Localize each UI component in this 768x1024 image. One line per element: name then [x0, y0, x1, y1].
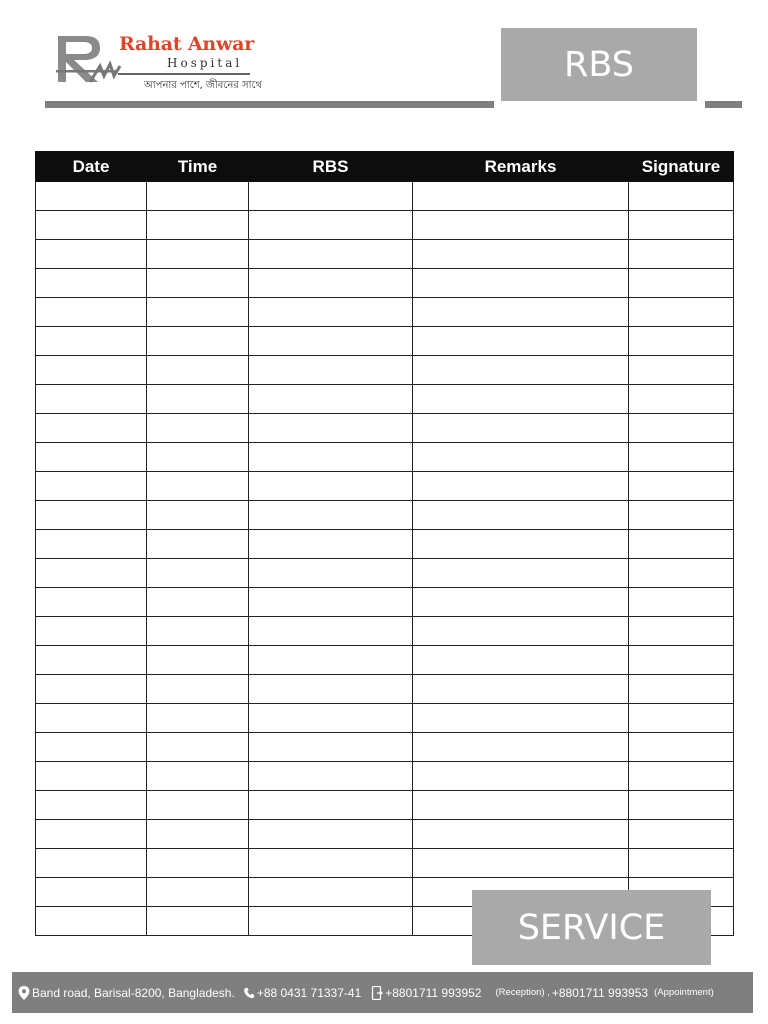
cell-signature[interactable]: [629, 646, 734, 675]
cell-date[interactable]: [36, 559, 147, 588]
table-row: [36, 559, 734, 588]
cell-remarks[interactable]: [413, 530, 629, 559]
footer-contact-bar: [12, 972, 753, 1013]
cell-remarks[interactable]: [413, 182, 629, 211]
table-row: [36, 646, 734, 675]
cell-date[interactable]: [36, 849, 147, 878]
cell-time[interactable]: [147, 443, 249, 472]
cell-time[interactable]: [147, 501, 249, 530]
table-row: [36, 269, 734, 298]
table-row: [36, 733, 734, 762]
cell-rbs[interactable]: [249, 211, 413, 240]
cell-rbs[interactable]: [249, 298, 413, 327]
cell-remarks[interactable]: [413, 820, 629, 849]
service-label: SERVICE: [517, 907, 666, 948]
table-row: [36, 704, 734, 733]
table-row: [36, 211, 734, 240]
footer-reception-label: (Reception) ,: [495, 987, 550, 998]
cell-signature[interactable]: [629, 443, 734, 472]
cell-remarks[interactable]: [413, 762, 629, 791]
cell-date[interactable]: [36, 646, 147, 675]
table-header-row: [36, 152, 734, 182]
cell-time[interactable]: [147, 733, 249, 762]
table-row: [36, 675, 734, 704]
cell-time[interactable]: [147, 849, 249, 878]
footer-appointment-label: (Appointment): [654, 987, 714, 998]
mobile-phone-icon: [371, 986, 383, 1000]
cell-remarks[interactable]: [413, 327, 629, 356]
service-badge: [472, 890, 711, 965]
cell-remarks[interactable]: [413, 211, 629, 240]
form-title: RBS: [564, 44, 634, 85]
cell-signature[interactable]: [629, 182, 734, 211]
cell-signature[interactable]: [629, 240, 734, 269]
footer-landline: +88 0431 71337-41: [256, 985, 362, 1000]
cell-signature[interactable]: [629, 472, 734, 501]
cell-signature[interactable]: [629, 327, 734, 356]
table-row: [36, 385, 734, 414]
table-row: [36, 820, 734, 849]
cell-signature[interactable]: [629, 820, 734, 849]
cell-time[interactable]: [147, 559, 249, 588]
cell-time[interactable]: [147, 820, 249, 849]
column-header-date: Date: [36, 152, 147, 182]
cell-remarks[interactable]: [413, 443, 629, 472]
cell-rbs[interactable]: [249, 530, 413, 559]
rbs-log-table: [35, 151, 734, 936]
hospital-logo: [52, 30, 263, 95]
cell-time[interactable]: [147, 878, 249, 907]
column-header-signature: Signature: [629, 152, 734, 182]
cell-rbs[interactable]: [249, 791, 413, 820]
cell-rbs[interactable]: [249, 269, 413, 298]
column-header-time: Time: [147, 152, 249, 182]
cell-rbs[interactable]: [249, 588, 413, 617]
cell-time[interactable]: [147, 298, 249, 327]
cell-rbs[interactable]: [249, 675, 413, 704]
cell-date[interactable]: [36, 878, 147, 907]
cell-rbs[interactable]: [249, 559, 413, 588]
cell-remarks[interactable]: [413, 501, 629, 530]
cell-date[interactable]: [36, 298, 147, 327]
cell-time[interactable]: [147, 182, 249, 211]
cell-remarks[interactable]: [413, 472, 629, 501]
hospital-subtitle: Hospital: [167, 56, 243, 70]
form-title-box: [501, 28, 697, 101]
column-header-remarks: Remarks: [413, 152, 629, 182]
cell-rbs[interactable]: [249, 820, 413, 849]
header-divider-right: [705, 101, 742, 108]
footer-reception-phone: +8801711 993952: [385, 985, 482, 1000]
cell-time[interactable]: [147, 617, 249, 646]
cell-signature[interactable]: [629, 530, 734, 559]
cell-rbs[interactable]: [249, 501, 413, 530]
cell-date[interactable]: [36, 385, 147, 414]
logo-divider: [118, 73, 250, 75]
cell-rbs[interactable]: [249, 327, 413, 356]
cell-signature[interactable]: [629, 704, 734, 733]
cell-time[interactable]: [147, 472, 249, 501]
cell-remarks[interactable]: [413, 704, 629, 733]
cell-date[interactable]: [36, 820, 147, 849]
footer-address: Band road, Barisal-8200, Bangladesh.: [32, 985, 235, 1000]
cell-rbs[interactable]: [249, 704, 413, 733]
hospital-name: Rahat Anwar: [119, 33, 255, 55]
cell-remarks[interactable]: [413, 269, 629, 298]
cell-date[interactable]: [36, 443, 147, 472]
cell-time[interactable]: [147, 385, 249, 414]
cell-signature[interactable]: [629, 356, 734, 385]
cell-rbs[interactable]: [249, 240, 413, 269]
cell-signature[interactable]: [629, 849, 734, 878]
table-row: [36, 443, 734, 472]
cell-signature[interactable]: [629, 414, 734, 443]
table-row: [36, 530, 734, 559]
cell-time[interactable]: [147, 704, 249, 733]
cell-remarks[interactable]: [413, 414, 629, 443]
cell-time[interactable]: [147, 762, 249, 791]
cell-remarks[interactable]: [413, 733, 629, 762]
phone-icon: [243, 986, 255, 1000]
cell-rbs[interactable]: [249, 617, 413, 646]
table-row: [36, 472, 734, 501]
cell-signature[interactable]: [629, 269, 734, 298]
table-row: [36, 588, 734, 617]
table-row: [36, 501, 734, 530]
cell-remarks[interactable]: [413, 791, 629, 820]
cell-signature[interactable]: [629, 675, 734, 704]
cell-signature[interactable]: [629, 588, 734, 617]
cell-date[interactable]: [36, 530, 147, 559]
cell-time[interactable]: [147, 646, 249, 675]
cell-date[interactable]: [36, 269, 147, 298]
cell-remarks[interactable]: [413, 675, 629, 704]
cell-rbs[interactable]: [249, 472, 413, 501]
footer-appointment-phone: +8801711 993953: [551, 985, 649, 1000]
cell-time[interactable]: [147, 211, 249, 240]
cell-date[interactable]: [36, 791, 147, 820]
table-row: [36, 298, 734, 327]
cell-rbs[interactable]: [249, 878, 413, 907]
cell-date[interactable]: [36, 588, 147, 617]
cell-rbs[interactable]: [249, 385, 413, 414]
cell-remarks[interactable]: [413, 298, 629, 327]
cell-signature[interactable]: [629, 617, 734, 646]
cell-rbs[interactable]: [249, 762, 413, 791]
cell-date[interactable]: [36, 733, 147, 762]
cell-rbs[interactable]: [249, 646, 413, 675]
cell-time[interactable]: [147, 907, 249, 936]
cell-rbs[interactable]: [249, 733, 413, 762]
cell-time[interactable]: [147, 269, 249, 298]
cell-date[interactable]: [36, 211, 147, 240]
table-row: [36, 414, 734, 443]
table-row: [36, 762, 734, 791]
cell-date[interactable]: [36, 762, 147, 791]
cell-rbs[interactable]: [249, 356, 413, 385]
cell-date[interactable]: [36, 617, 147, 646]
location-pin-icon: [18, 986, 30, 1000]
cell-signature[interactable]: [629, 385, 734, 414]
cell-date[interactable]: [36, 907, 147, 936]
cell-rbs[interactable]: [249, 849, 413, 878]
cell-time[interactable]: [147, 240, 249, 269]
hospital-tagline: আপনার পাশে, জীবনের সাথে: [144, 80, 263, 91]
cell-signature[interactable]: [629, 791, 734, 820]
cell-rbs[interactable]: [249, 443, 413, 472]
cell-time[interactable]: [147, 356, 249, 385]
cell-signature[interactable]: [629, 298, 734, 327]
cell-remarks[interactable]: [413, 849, 629, 878]
cell-date[interactable]: [36, 327, 147, 356]
cell-date[interactable]: [36, 704, 147, 733]
cell-signature[interactable]: [629, 211, 734, 240]
cell-date[interactable]: [36, 414, 147, 443]
table-row: [36, 849, 734, 878]
cell-time[interactable]: [147, 530, 249, 559]
cell-signature[interactable]: [629, 501, 734, 530]
cell-date[interactable]: [36, 501, 147, 530]
table-row: [36, 327, 734, 356]
cell-time[interactable]: [147, 675, 249, 704]
cell-signature[interactable]: [629, 762, 734, 791]
table-row: [36, 240, 734, 269]
table-row: [36, 791, 734, 820]
cell-time[interactable]: [147, 791, 249, 820]
cell-rbs[interactable]: [249, 182, 413, 211]
cell-rbs[interactable]: [249, 414, 413, 443]
table-row: [36, 617, 734, 646]
cell-remarks[interactable]: [413, 356, 629, 385]
cell-remarks[interactable]: [413, 646, 629, 675]
cell-rbs[interactable]: [249, 907, 413, 936]
cell-time[interactable]: [147, 414, 249, 443]
cell-time[interactable]: [147, 327, 249, 356]
cell-remarks[interactable]: [413, 588, 629, 617]
cell-remarks[interactable]: [413, 240, 629, 269]
cell-remarks[interactable]: [413, 617, 629, 646]
cell-time[interactable]: [147, 588, 249, 617]
cell-remarks[interactable]: [413, 385, 629, 414]
cell-date[interactable]: [36, 182, 147, 211]
column-header-rbs: RBS: [249, 152, 413, 182]
cell-date[interactable]: [36, 356, 147, 385]
header-divider-left: [45, 101, 494, 108]
cell-signature[interactable]: [629, 559, 734, 588]
cell-date[interactable]: [36, 240, 147, 269]
cell-signature[interactable]: [629, 733, 734, 762]
cell-date[interactable]: [36, 675, 147, 704]
table-row: [36, 182, 734, 211]
table-row: [36, 356, 734, 385]
table-body: [36, 182, 734, 936]
cell-date[interactable]: [36, 472, 147, 501]
cell-remarks[interactable]: [413, 559, 629, 588]
